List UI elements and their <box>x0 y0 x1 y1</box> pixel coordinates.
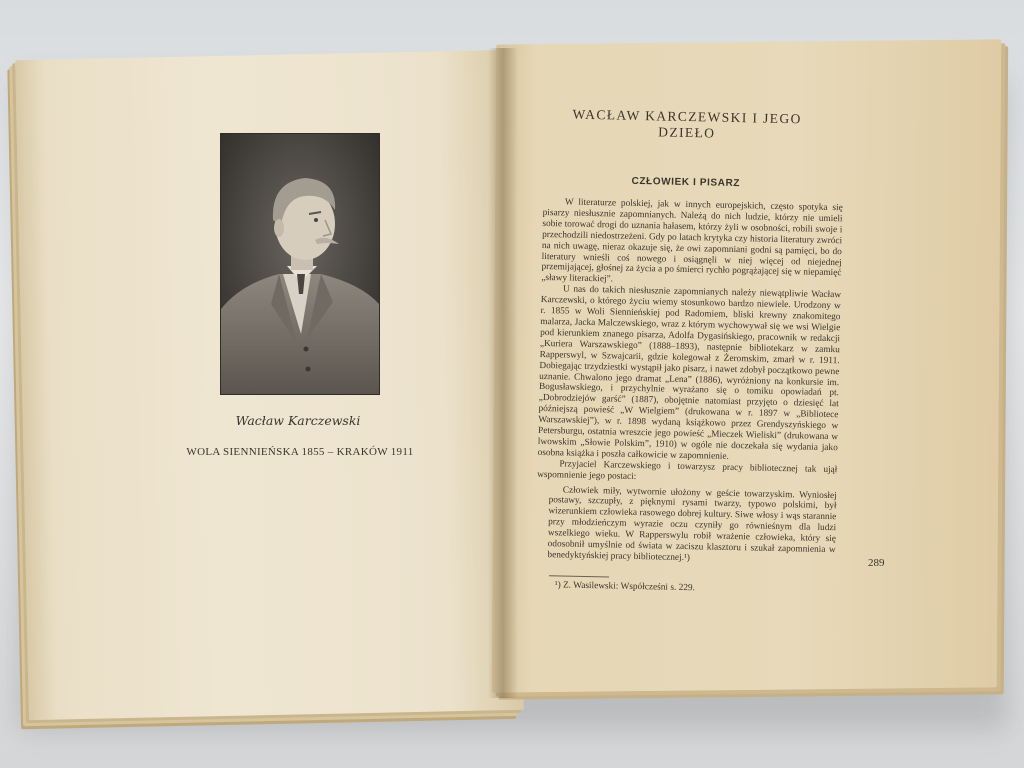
portrait-illustration <box>221 134 379 394</box>
portrait-photo <box>220 133 380 395</box>
paragraph: W literaturze polskiej, jak w innych europejskich, często spotyka się pisarzy niesłusznie zapomnianych. Należą do nich ludzie, którzy nie umieli sobie torować drogi do uznania hałasem, którzy żyli w osobności, robili swoje i przechodzili niedostrzeżeni. Gdy po latach krytyka czy historia literatury zwróci na nich uwagę, nieraz okazuje się, że owi zapomniani godni są pamięci, bo do literatury wnieśli coś nowego i osiągnęli w niej więcej od niejednej przemijającej, głośnej za życia a po śmierci rychło pogrążającej się w niepamięć „sławy literackiej”. <box>541 197 843 285</box>
section-title: CZŁOWIEK I PISARZ <box>631 175 741 190</box>
right-page-content <box>535 100 845 596</box>
paragraph: U nas do takich niesłusznie zapomnianych należy niewątpliwie Wacław Karczewski, o którego życiu wiemy stosunkowo bardzo niewiele. Urodzony w r. 1855 w Woli Siennieńskiej pod Radomiem, bliski krewny znakomitego malarza, Jacka Malczewskiego, wraz z którym wychowywał się we wsi Wielgie pod kierunkiem znanego pisarza, Adolfa Dygasińskiego, pracownik w redakcji „Kuriera Warszawskiego” (1888–1893), następnie bibliotekarz w zamku Rapperswyl, w Szwajcarii, gdzie kolegował z Żeromskim, zmarł w r. 1911. Dobiegając trzydziestki wystąpił jako pisarz, i nawet zdobył początkowo pewne uznanie. Chwalono jego dramat „Lena” (1886), wyróżniony na konkursie im. Bogusławskiego, i przychylnie wyrażano się o tomiku opowiadań pt. „Dobrodziejów garść” (1887), obojętnie natomiast przyjęto o dziesięć lat późniejszą powieść „W Wielgiem” (drukowana w r. 1897 w „Bibliotece Warszawskiej”), w r. 1898 wydaną książkowo przez Grendyszyńskiego w Petersburgu, ostatnia wreszcie jego powieść „Mieczek Wieliski” (drukowana w lwowskim „Słowie Polskim”, 1910) w ogóle nie doczekała się wydania jako osobna książka i poszła całkowicie w zapomnienie. <box>537 284 842 462</box>
block-quote: Człowiek miły, wytwornie ułożony w geście towarzyskim. Wyniosłej postawy, szczupły, z pięknymi rysami twarzy, typowo polskimi, był wizerunkiem człowieka rasowego dobrej kultury. Siwe włosy i wąs starannie przy młodzieńczym wyrazie oczu czyniły go równieśnym dla ludzi wszelkiego wieku. W Rapperswylu robił wrażenie człowieka, który się odosobnił umyślnie od świata w zaciszu klasztoru i szukał zapomnienia w benedyktyńskiej pracy bibliotecznej.¹) <box>547 485 837 564</box>
article-title: WACŁAW KARCZEWSKI I JEGO DZIEŁO <box>572 106 802 141</box>
body-text <box>537 197 843 487</box>
page-number: 289 <box>868 557 885 569</box>
book-gutter <box>488 48 518 698</box>
portrait-caption-name: Wacław Karczewski <box>235 413 361 428</box>
footnote: ¹) Z. Wasilewski: Współcześni s. 229. <box>554 580 696 594</box>
footnote-rule <box>549 575 609 577</box>
paragraph: Przyjaciel Karczewskiego i towarzysz pracy bibliotecznej tak ujął wspomnienie jego postaci: <box>537 459 838 482</box>
portrait-caption-dates: WOLA SIENNIEŃSKA 1855 – KRAKÓW 1911 <box>186 446 414 458</box>
